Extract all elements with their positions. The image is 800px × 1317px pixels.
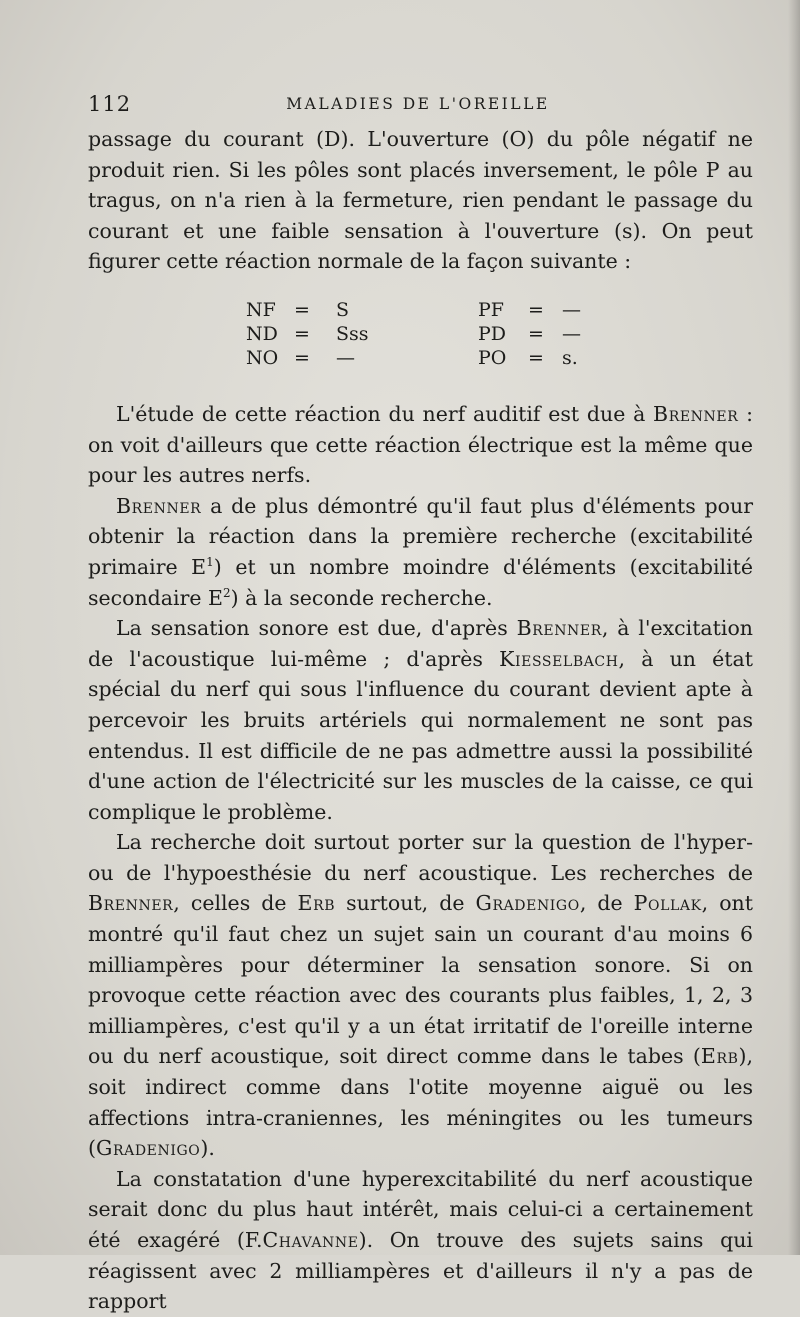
page-edge-shadow <box>788 0 800 1255</box>
text-run: L'étude de cette réaction du nerf auditif est due à <box>116 401 654 426</box>
author-name: Chavanne <box>262 1228 359 1252</box>
paragraph-hyperesthesia <box>88 827 753 1164</box>
text-run: , de <box>579 891 634 916</box>
formula-label: PO <box>478 346 507 369</box>
formula-label: PD <box>478 322 507 345</box>
formula-equals: = <box>528 298 544 321</box>
author-name: Kiesselbach <box>499 646 619 671</box>
formula-value: s. <box>562 346 578 369</box>
page-header <box>88 92 748 118</box>
superscript: 2 <box>223 585 231 600</box>
author-name: Brenner <box>653 401 739 426</box>
text-run: ) et un nombre moindre d'éléments (excitabilité secondaire E <box>88 554 754 610</box>
formula-value: Sss <box>336 322 369 345</box>
author-name: Gradenigo <box>96 1136 201 1161</box>
formula-label: NF <box>246 298 276 321</box>
reaction-formula <box>88 291 753 381</box>
text-run: a de plus démontré qu'il faut plus d'éléments pour obtenir la réaction dans la première recherche (excitabilité primaire E <box>88 493 753 579</box>
formula-equals: = <box>294 322 310 345</box>
author-name: Brenner <box>516 616 602 641</box>
formula-label: NO <box>246 346 279 369</box>
text-run: ). On trouve des sujets sains qui réagissent avec 2 milliampères et d'ailleurs il n'y a pas de rapport <box>88 1228 753 1314</box>
intro-paragraph: passage du courant (D). L'ouverture (O) du pôle négatif ne produit rien. Si les pôles sont placés inversement, le pôle P au tragus, on n'a rien à la fermeture, rien pendant le passage du courant et une faible sensation à l'ouverture (s). On peut figurer cette réaction normale de la façon suivante : <box>88 127 753 274</box>
superscript: 1 <box>206 555 214 570</box>
text-run: ). <box>200 1136 215 1161</box>
author-name: Brenner <box>116 493 202 518</box>
paragraph-excitability <box>88 491 753 613</box>
text-run: surtout, de <box>335 891 476 916</box>
formula-equals: = <box>294 346 310 369</box>
text-run: La sensation sonore est due, d'après <box>116 616 517 641</box>
formula-label: ND <box>246 322 278 345</box>
running-head: MALADIES DE L'OREILLE <box>286 95 550 113</box>
author-name: Erb <box>297 891 336 916</box>
text-run: , ont montré qu'il faut chez un sujet sain un courant d'au moins 6 milliampères pour déterminer la sensation sonore. Si on provoque cette réaction avec des courants plus faibles, 1, 2, 3 milliampères, c'est qu'il y a un état irritatif de l'oreille interne ou du nerf acoustique, soit direct comme dans le tabes ( <box>88 891 753 1069</box>
paragraph-hyperexcitability <box>88 1164 753 1317</box>
text-run: , à l'excitation de l'acoustique lui-même ; d'après <box>88 616 753 671</box>
text-run: La constatation d'une hyperexcitabilité du nerf acoustique serait donc du plus haut intérêt, mais celui-ci a certainement été exagéré (F. <box>88 1166 753 1252</box>
formula-value: — <box>336 346 355 369</box>
author-name: Erb <box>700 1044 739 1069</box>
formula-equals: = <box>294 298 310 321</box>
text-run: ) à la seconde recherche. <box>230 585 493 610</box>
formula-equals: = <box>528 346 544 369</box>
author-name: Pollak <box>633 891 702 916</box>
author-name: Brenner <box>88 891 174 916</box>
text-run: : on voit d'ailleurs que cette réaction électrique est la même que pour les autres nerfs. <box>88 401 753 488</box>
text-run: La recherche doit surtout porter sur la question de l'hyper- ou de l'hypoesthésie du nerf acoustique. Les recherches de <box>88 830 753 885</box>
author-name: Gradenigo <box>475 891 580 916</box>
paragraph-brenner-study <box>88 399 753 491</box>
page-number: 112 <box>88 92 132 116</box>
text-run: ), soit indirect comme dans l'otite moyenne aiguë ou les affections intra-craniennes, les méningites ou les tumeurs ( <box>88 1044 753 1161</box>
formula-value: — <box>562 322 581 345</box>
text-run: , celles de <box>173 891 298 916</box>
paragraph-sound-sensation <box>88 613 753 827</box>
formula-equals: = <box>528 322 544 345</box>
page-body <box>88 124 753 1317</box>
formula-label: PF <box>478 298 504 321</box>
formula-value: — <box>562 298 581 321</box>
text-run: , à un état spécial du nerf qui sous l'influence du courant devient apte à percevoir les bruits artériels qui normalement ne sont pas entendus. Il est difficile de ne pas admettre aussi la possibilité d'une action de l'électricité sur les muscles de la caisse, ce qui complique le problème. <box>88 646 753 824</box>
formula-value: S <box>336 298 350 321</box>
